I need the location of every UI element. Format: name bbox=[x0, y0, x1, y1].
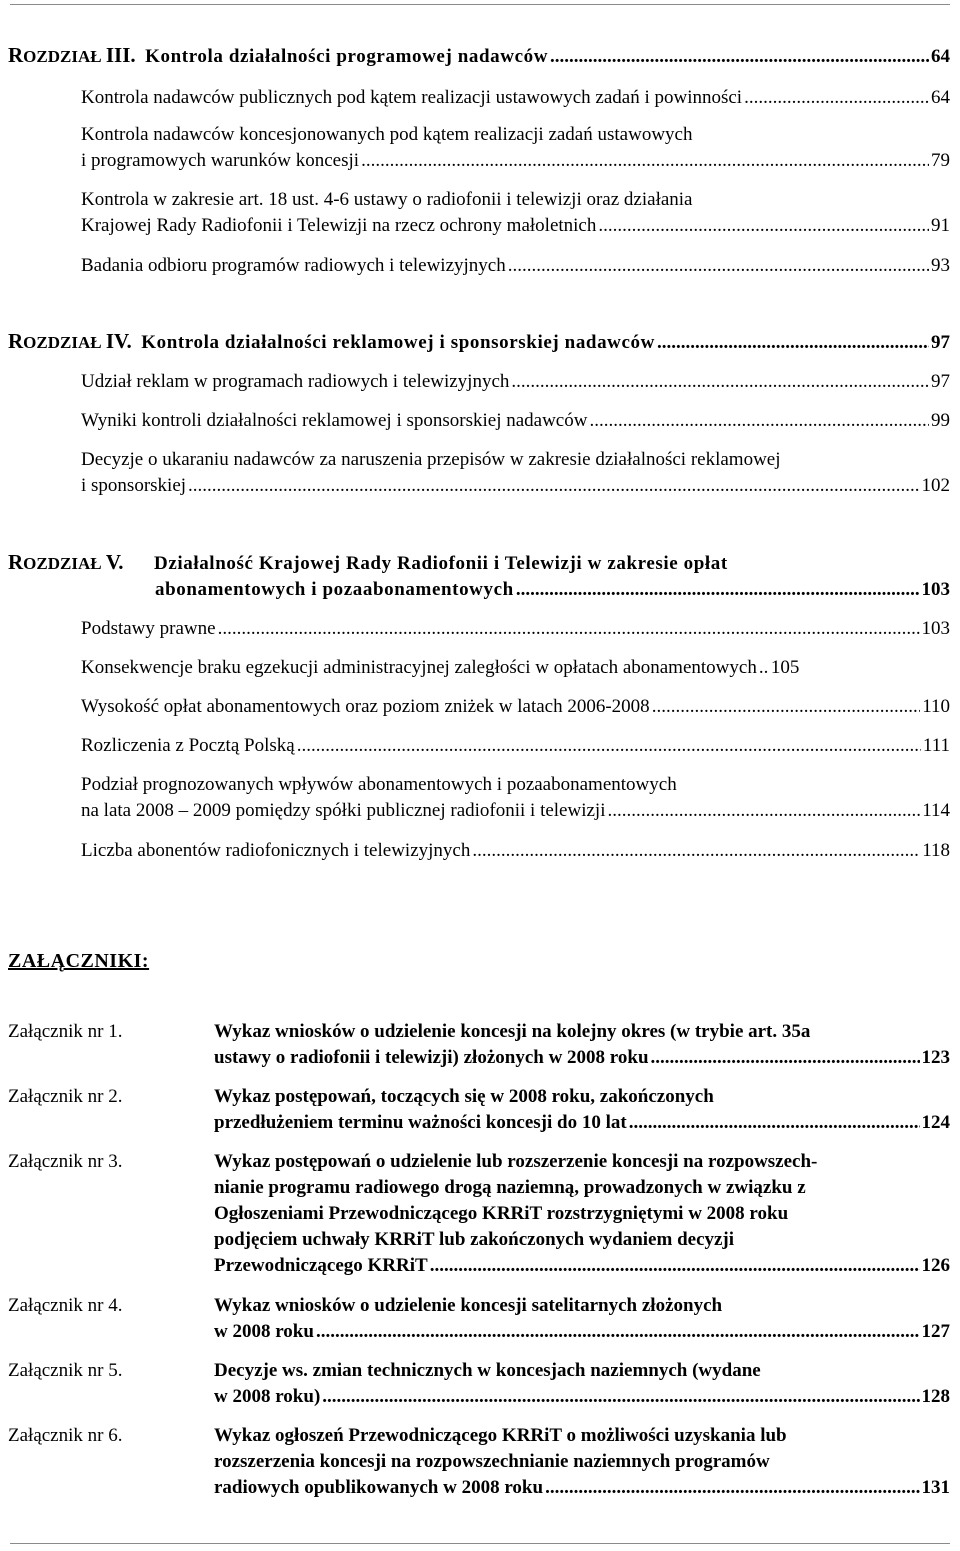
annex-label: Załącznik nr 6. bbox=[8, 1425, 123, 1446]
annex-text: Wykaz wniosków o udzielenie koncesji na kolejny okres (w trybie art. 35a bbox=[214, 1021, 811, 1042]
page-number: 128 bbox=[921, 1386, 950, 1407]
entry-text: Kontrola nadawców publicznych pod kątem realizacji ustawowych zadań i powinności bbox=[81, 87, 743, 108]
entry-text: Wysokość opłat abonamentowych oraz poziom zniżek w latach 2006-2008 bbox=[81, 696, 650, 717]
page-number: 105 bbox=[770, 657, 800, 678]
annex-entry[interactable] bbox=[214, 1384, 950, 1410]
page-number: 64 bbox=[931, 46, 950, 67]
chapter-heading[interactable] bbox=[8, 44, 950, 70]
page-number: 99 bbox=[931, 410, 950, 431]
annex-entry-line bbox=[214, 1175, 950, 1201]
toc-entry[interactable] bbox=[81, 408, 950, 434]
toc-entry[interactable] bbox=[81, 798, 950, 824]
dot-leader bbox=[361, 148, 929, 174]
annex-entry[interactable] bbox=[214, 1475, 950, 1501]
dot-leader bbox=[608, 798, 921, 824]
toc-entry[interactable] bbox=[81, 148, 950, 174]
entry-text: na lata 2008 – 2009 pomiędzy spółki publicznej radiofonii i telewizji bbox=[81, 800, 606, 821]
page-number: 102 bbox=[921, 475, 950, 496]
toc-entry[interactable] bbox=[81, 473, 950, 499]
page-number: 127 bbox=[921, 1321, 950, 1342]
entry-text: i sponsorskiej bbox=[81, 475, 187, 496]
annex-text: nianie programu radiowego drogą naziemną, prowadzonych w związku z bbox=[214, 1177, 806, 1198]
toc-entry[interactable] bbox=[81, 733, 950, 759]
annex-entry-line bbox=[214, 1201, 950, 1227]
annex-entry[interactable] bbox=[214, 1110, 950, 1136]
dot-leader bbox=[297, 733, 921, 759]
page-number: 97 bbox=[931, 332, 950, 353]
page-number: 103 bbox=[921, 618, 950, 639]
annex-entry-line bbox=[214, 1423, 950, 1449]
entry-text: i programowych warunków koncesji bbox=[81, 150, 360, 171]
dot-leader bbox=[188, 473, 919, 499]
entry-text: Rozliczenia z Pocztą Polską bbox=[81, 735, 295, 756]
annex-text: Przewodniczącego KRRiT bbox=[214, 1255, 428, 1276]
chapter-number: V. bbox=[105, 550, 124, 574]
annex-entry-line bbox=[214, 1227, 950, 1253]
page-number: 110 bbox=[922, 696, 950, 717]
dot-leader bbox=[545, 1475, 919, 1501]
entry-text: Decyzje o ukaraniu nadawców za naruszenia przepisów w zakresie działalności reklamowej bbox=[81, 449, 781, 470]
annex-text: podjęciem uchwały KRRiT lub zakończonych wydaniem decyzji bbox=[214, 1229, 735, 1250]
dot-leader bbox=[657, 330, 929, 356]
dot-leader bbox=[598, 213, 929, 239]
annex-text: Decyzje ws. zmian technicznych w koncesjach naziemnych (wydane bbox=[214, 1360, 761, 1381]
chapter-prefix-initial: R bbox=[8, 43, 24, 67]
annex-text: w 2008 roku bbox=[214, 1321, 314, 1342]
dot-leader bbox=[322, 1384, 919, 1410]
annex-label: Załącznik nr 3. bbox=[8, 1151, 123, 1172]
chapter-heading-line bbox=[8, 551, 950, 577]
entry-text: Udział reklam w programach radiowych i telewizyjnych bbox=[81, 371, 510, 392]
toc-entry[interactable] bbox=[81, 369, 950, 395]
dot-leader bbox=[511, 369, 929, 395]
page-number: 124 bbox=[921, 1112, 950, 1133]
chapter-title: Kontrola działalności reklamowej i sponsorskiej nadawców bbox=[141, 332, 655, 353]
dot-leader bbox=[218, 616, 920, 642]
annexes-heading: ZAŁĄCZNIKI: bbox=[8, 950, 150, 972]
toc-entry[interactable] bbox=[81, 694, 950, 720]
annex-text: Wykaz ogłoszeń Przewodniczącego KRRiT o możliwości uzyskania lub bbox=[214, 1425, 787, 1446]
toc-entry[interactable] bbox=[81, 838, 950, 864]
dot-leader bbox=[472, 838, 920, 864]
page-number: 114 bbox=[922, 800, 950, 821]
annex-entry-line bbox=[214, 1358, 950, 1384]
dot-leader bbox=[516, 577, 920, 603]
toc-entry-line bbox=[81, 447, 950, 473]
annex-entry-line bbox=[214, 1449, 950, 1475]
chapter-heading[interactable] bbox=[155, 577, 950, 603]
entry-text: Liczba abonentów radiofonicznych i telewizyjnych bbox=[81, 840, 471, 861]
page-number: 111 bbox=[922, 735, 950, 756]
dot-leader bbox=[550, 44, 929, 70]
annex-entry-line bbox=[214, 1084, 950, 1110]
page-number: 97 bbox=[931, 371, 950, 392]
annex-label: Załącznik nr 4. bbox=[8, 1295, 123, 1316]
toc-entry-line bbox=[81, 187, 950, 213]
annex-text: radiowych opublikowanych w 2008 roku bbox=[214, 1477, 544, 1498]
dot-leader bbox=[629, 1110, 920, 1136]
annex-text: ustawy o radiofonii i telewizji) złożonych w 2008 roku bbox=[214, 1047, 649, 1068]
dot-leader bbox=[744, 85, 929, 111]
toc-entry[interactable] bbox=[81, 253, 950, 279]
annex-entry-line bbox=[214, 1019, 950, 1045]
annex-entry[interactable] bbox=[214, 1045, 950, 1071]
annex-label: Załącznik nr 2. bbox=[8, 1086, 123, 1107]
chapter-prefix: OZDZIAŁ bbox=[23, 554, 102, 573]
page-number: 118 bbox=[922, 840, 950, 861]
annex-text: w 2008 roku) bbox=[214, 1386, 321, 1407]
annex-text: Wykaz postępowań, toczących się w 2008 roku, zakończonych bbox=[214, 1086, 714, 1107]
chapter-number: IV. bbox=[105, 329, 132, 353]
dot-leader bbox=[430, 1253, 920, 1279]
page-number: 93 bbox=[931, 255, 950, 276]
page-number: 131 bbox=[921, 1477, 950, 1498]
page-number: 79 bbox=[931, 150, 950, 171]
page-number: 126 bbox=[921, 1255, 950, 1276]
annex-label: Załącznik nr 5. bbox=[8, 1360, 123, 1381]
entry-text: Podział prognozowanych wpływów abonamentowych i pozaabonamentowych bbox=[81, 774, 677, 795]
page-number: 64 bbox=[931, 87, 950, 108]
entry-text: Badania odbioru programów radiowych i telewizyjnych bbox=[81, 255, 506, 276]
chapter-title: Kontrola działalności programowej nadawców bbox=[145, 46, 549, 67]
chapter-prefix-initial: R bbox=[8, 329, 24, 353]
annex-text: Wykaz wniosków o udzielenie koncesji satelitarnych złożonych bbox=[214, 1295, 723, 1316]
page-number: 103 bbox=[921, 579, 950, 600]
annex-entry[interactable] bbox=[214, 1319, 950, 1345]
annex-entry-line bbox=[214, 1149, 950, 1175]
annex-entry-line bbox=[214, 1293, 950, 1319]
entry-text: Krajowej Rady Radiofonii i Telewizji na rzecz ochrony małoletnich bbox=[81, 215, 597, 236]
dot-leader bbox=[652, 694, 921, 720]
toc-entry[interactable] bbox=[81, 655, 950, 681]
annex-text: Wykaz postępowań o udzielenie lub rozszerzenie koncesji na rozpowszech- bbox=[214, 1151, 818, 1172]
annex-text: Ogłoszeniami Przewodniczącego KRRiT rozstrzygniętymi w 2008 roku bbox=[214, 1203, 789, 1224]
chapter-prefix: OZDZIAŁ bbox=[23, 47, 102, 66]
dot-leader bbox=[589, 408, 929, 434]
entry-text: Podstawy prawne bbox=[81, 618, 216, 639]
toc-entry-line bbox=[81, 122, 950, 148]
top-rule bbox=[10, 4, 950, 5]
dot-leader bbox=[759, 655, 769, 681]
bottom-rule bbox=[10, 1543, 950, 1544]
page-number: 123 bbox=[921, 1047, 950, 1068]
chapter-title: abonamentowych i pozaabonamentowych bbox=[155, 579, 514, 600]
toc-entry-line bbox=[81, 772, 950, 798]
toc-entry[interactable] bbox=[81, 85, 950, 111]
entry-text: Kontrola w zakresie art. 18 ust. 4-6 ustawy o radiofonii i telewizji oraz działania bbox=[81, 189, 693, 210]
chapter-number: III. bbox=[105, 43, 136, 67]
dot-leader bbox=[316, 1319, 920, 1345]
dot-leader bbox=[508, 253, 929, 279]
chapter-prefix-initial: R bbox=[8, 550, 24, 574]
toc-entry[interactable] bbox=[81, 616, 950, 642]
annex-text: przedłużeniem terminu ważności koncesji do 10 lat bbox=[214, 1112, 627, 1133]
chapter-heading[interactable] bbox=[8, 330, 950, 356]
dot-leader bbox=[651, 1045, 920, 1071]
chapter-title: Działalność Krajowej Rady Radiofonii i Telewizji w zakresie opłat bbox=[154, 553, 728, 574]
annex-text: rozszerzenia koncesji na rozpowszechnianie naziemnych programów bbox=[214, 1451, 770, 1472]
annex-entry[interactable] bbox=[214, 1253, 950, 1279]
entry-text: Kontrola nadawców koncesjonowanych pod kątem realizacji zadań ustawowych bbox=[81, 124, 693, 145]
toc-entry[interactable] bbox=[81, 213, 950, 239]
entry-text: Konsekwencje braku egzekucji administracyjnej zaległości w opłatach abonamentowych bbox=[81, 657, 757, 678]
page-number: 91 bbox=[931, 215, 950, 236]
chapter-prefix: OZDZIAŁ bbox=[23, 333, 102, 352]
annex-label: Załącznik nr 1. bbox=[8, 1021, 123, 1042]
entry-text: Wyniki kontroli działalności reklamowej i sponsorskiej nadawców bbox=[81, 410, 588, 431]
